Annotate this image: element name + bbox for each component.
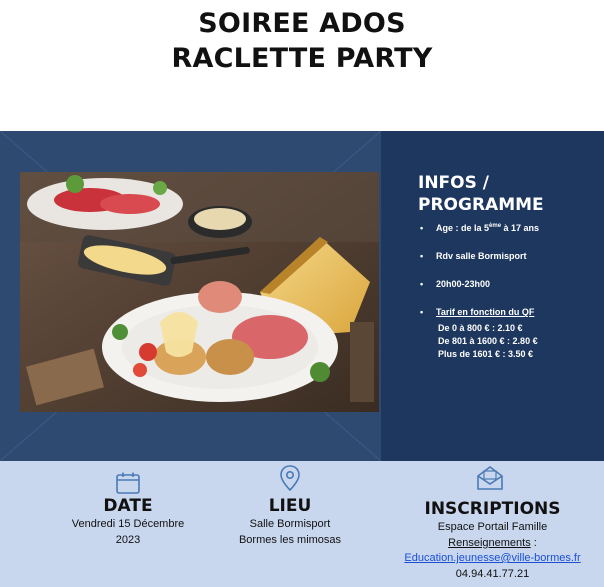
date-line-1: Vendredi 15 Décembre	[71, 518, 185, 530]
info-item-hours: • 20h00-23h00	[420, 278, 600, 290]
phone-number: 04.94.41.77.21	[455, 568, 530, 580]
inscriptions-heading: INSCRIPTIONS	[424, 499, 561, 519]
raclette-photo	[20, 172, 379, 412]
title-line-1: SOIREE ADOS	[198, 8, 406, 39]
tarif-list	[420, 322, 600, 361]
location-pin-icon	[279, 465, 301, 496]
date-block	[48, 496, 208, 548]
title-line-2: RACLETTE PARTY	[171, 43, 433, 74]
tarif-line: Plus de 1601 € : 3.50 €	[438, 349, 534, 359]
inscriptions-line-1: Espace Portail Famille	[437, 521, 548, 533]
renseignements-label: Renseignements :	[448, 537, 537, 549]
lieu-block	[210, 496, 370, 548]
envelope-icon	[476, 465, 504, 496]
lieu-heading: LIEU	[268, 496, 312, 516]
info-title-line-2: PROGRAMME	[418, 195, 544, 215]
info-item-tarif	[420, 306, 600, 318]
info-title-line-1: INFOS /	[418, 173, 489, 193]
info-title	[418, 172, 598, 216]
inscriptions-block	[390, 499, 595, 582]
tarif-label: Tarif en fonction du QF	[436, 307, 535, 317]
event-title	[0, 6, 604, 76]
lieu-line-1: Salle Bormisport	[249, 518, 331, 530]
info-item-rdv: • Rdv salle Bormisport	[420, 250, 600, 262]
info-list	[420, 222, 600, 318]
date-heading: DATE	[103, 496, 153, 516]
date-line-2: 2023	[115, 534, 141, 546]
info-item-age: • Age : de la 5ème à 17 ans	[420, 222, 600, 234]
calendar-icon	[116, 472, 140, 499]
tarif-line: De 0 à 800 € : 2.10 €	[438, 323, 523, 333]
tarif-line: De 801 à 1600 € : 2.80 €	[438, 336, 538, 346]
email-link[interactable]: Education.jeunesse@ville-bormes.fr	[404, 552, 581, 564]
lieu-line-2: Bormes les mimosas	[238, 534, 342, 546]
